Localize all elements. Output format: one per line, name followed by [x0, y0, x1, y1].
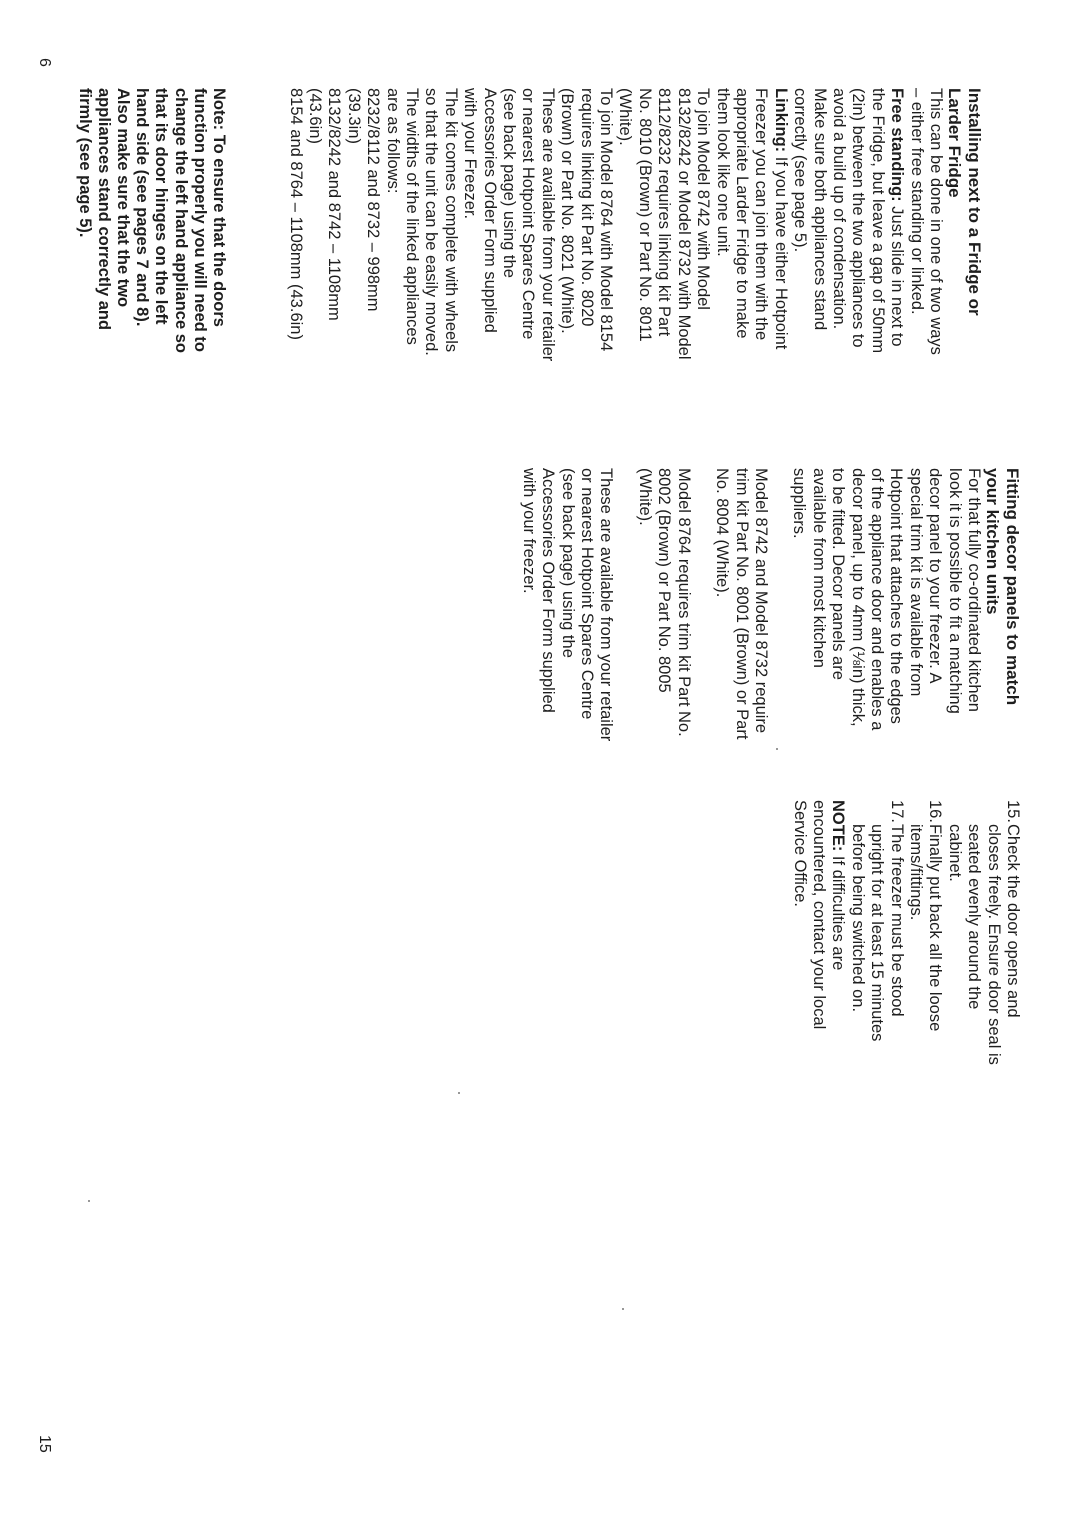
page-number-left: 6 [36, 58, 53, 67]
step-line: cabinet. [945, 824, 964, 882]
text-line: Hotpoint that attaches to the edges [887, 468, 906, 724]
heading-line: Fitting decor panels to match [1003, 468, 1022, 706]
step-number: 17. [887, 800, 906, 823]
heading-line: Larder Fridge [945, 88, 965, 198]
text-line: or nearest Hotpoint Spares Centre [519, 88, 538, 340]
scan-speck [622, 1308, 624, 1310]
text-line: look it is possible to fit a matching [945, 468, 964, 714]
text-line: Make sure both appliances stand [810, 88, 829, 331]
text-line: (43.6in) [306, 88, 324, 144]
text-line: avoid a build up of condensation. [829, 88, 848, 330]
text-line: 8112/8232 requires linking kit Part [655, 88, 674, 337]
text-line: with your freezer. [519, 468, 538, 594]
step-line: closes freely. Ensure door seal is [984, 824, 1003, 1065]
doors-note [74, 88, 228, 388]
step-line: seated evenly around the [965, 824, 984, 1010]
text-line: (see back page) using the [558, 468, 577, 658]
text-line: (39.3in) [344, 88, 363, 144]
text-line: trim kit Part No. 8001 (Brown) or Part [732, 468, 751, 740]
text-line: The widths of the linked appliances [403, 88, 422, 345]
decor-intro [789, 468, 983, 768]
step-line: Check the door opens and [1004, 824, 1022, 1018]
linking-lines [285, 88, 770, 378]
text-line: (2in) between the two appliances to [849, 88, 868, 348]
text-line: decor panel to your freezer. A [926, 468, 945, 684]
text-line: 8232/8112 and 8732 – 998mm [364, 88, 383, 312]
text-line: Accessories Order Form supplied [480, 88, 499, 333]
text-line: function properly you will need to [190, 88, 209, 353]
text-line: so that the unit can be easily moved. [422, 88, 441, 356]
text-line: to be fitted. Decor panels are [829, 468, 848, 680]
text-line: For that fully co-ordinated kitchen [965, 468, 983, 712]
step-line: upright for at least 15 minutes [868, 824, 887, 1042]
spacer [770, 468, 789, 768]
text-line: (Brown) or Part No. 8021 (White). [558, 88, 577, 334]
text-line: 8132/8242 or Model 8732 with Model [674, 88, 693, 360]
trim-availability [518, 468, 615, 768]
text-line: Model 8742 and Model 8732 require [751, 468, 770, 734]
text-line: appropriate Larder Fridge to make [732, 88, 751, 339]
text-line: hand side (see pages 7 and 8). [133, 88, 152, 327]
step-line: Finally put back all the loose [926, 824, 945, 1032]
text-line: change the left hand appliance so [171, 88, 190, 353]
text-line: available from most kitchen [809, 468, 828, 668]
text-line: To join Model 8742 with Model [694, 88, 713, 310]
scan-speck [88, 1200, 90, 1202]
step-item [944, 800, 1022, 1100]
free-standing-label: Free standing: [888, 88, 907, 202]
heading-line: Installing next to a Fridge or [965, 88, 984, 316]
text-line: Note: To ensure that the doors [210, 88, 228, 327]
text-line: No. 8004 (White). [713, 468, 732, 598]
scan-speck [458, 1092, 460, 1094]
text-line: To join Model 8764 with Model 8154 [597, 88, 616, 352]
linking-label: Linking: [771, 88, 790, 153]
text-line: (White). [635, 468, 654, 526]
heading-line: your kitchen units [983, 468, 1003, 615]
text-line: or nearest Hotpoint Spares Centre [578, 468, 597, 720]
step-line: items/fittings. [906, 824, 925, 921]
intro-line: – either free standing or linked. [907, 88, 926, 315]
text-line: special trim kit is available from [906, 468, 925, 697]
steps-list [847, 800, 1022, 1100]
text-line: (see back page) using the [500, 88, 519, 278]
text-line: The kit comes complete with wheels [441, 88, 460, 353]
note-lines [789, 800, 828, 1100]
linking-first-line [770, 88, 789, 378]
page-number-right: 15 [36, 1435, 53, 1453]
text-line: 8132/8242 and 8742 – 1108mm [325, 88, 344, 321]
note-text: If difficulties are [829, 851, 848, 971]
step-item [847, 800, 905, 1100]
steps-section [789, 800, 1022, 1100]
text-line: firmly (see page 5). [75, 88, 94, 238]
text-line: appliances stand correctly and [94, 88, 113, 331]
free-standing-text: Just slide in next to [888, 201, 907, 347]
free-standing-first-line [887, 88, 906, 378]
text-line: Model 8764 requires trim kit Part No. [674, 468, 693, 737]
scan-speck [776, 748, 778, 750]
linking-text: If you have either Hotpoint [771, 152, 790, 350]
text-line: decor panel, up to 4mm (⅛in) thick, [848, 468, 867, 727]
installing-section [285, 88, 984, 378]
text-line: Also make sure that the two [113, 88, 132, 308]
decor-section [518, 468, 1022, 768]
text-line: with your Freezer. [461, 88, 480, 220]
text-line: of the appliance door and enables a [867, 468, 886, 731]
step-number: 15. [1004, 800, 1022, 823]
intro-line: This can be done in one of two ways [927, 88, 945, 355]
text-line: No. 8010 (Brown) or Part No. 8011 [635, 88, 654, 342]
text-line: These are available from your retailer [597, 468, 616, 742]
step-item [906, 800, 945, 1100]
text-line: encountered, contact your local [809, 800, 828, 1030]
installing-heading [945, 88, 984, 378]
text-line: are as follows: [383, 88, 402, 194]
step-number: 16. [926, 800, 945, 823]
text-line: (White). [616, 88, 635, 146]
text-line: Accessories Order Form supplied [539, 468, 558, 713]
step-line: The freezer must be stood [887, 824, 906, 1017]
step-line: before being switched on. [848, 824, 867, 1013]
text-line: the Fridge, but leave a gap of 50mm [868, 88, 887, 354]
text-line: 8002 (Brown) or Part No. 8005 [655, 468, 674, 693]
text-line: These are available from your retailer [538, 88, 557, 362]
spacer [693, 468, 712, 768]
text-line: requires linking kit Part No. 8020 [577, 88, 596, 327]
text-line: suppliers. [790, 468, 809, 539]
trim-kit-8742 [712, 468, 770, 768]
text-line: 8154 and 8764 – 1108mm (43.6in) [286, 88, 305, 340]
text-line: Service Office. [790, 800, 809, 907]
trim-kit-8764 [635, 468, 693, 768]
free-standing-lines [790, 88, 887, 378]
text-line: correctly (see page 5). [791, 88, 810, 253]
decor-heading [983, 468, 1022, 768]
note-label: NOTE: [829, 800, 848, 852]
note-first-line [828, 800, 847, 1100]
text-line: them look like one unit. [713, 88, 732, 257]
spacer [616, 468, 635, 768]
text-line: Freezer you can join them with the [752, 88, 771, 341]
text-line: that its door hinges on the left [152, 88, 171, 325]
